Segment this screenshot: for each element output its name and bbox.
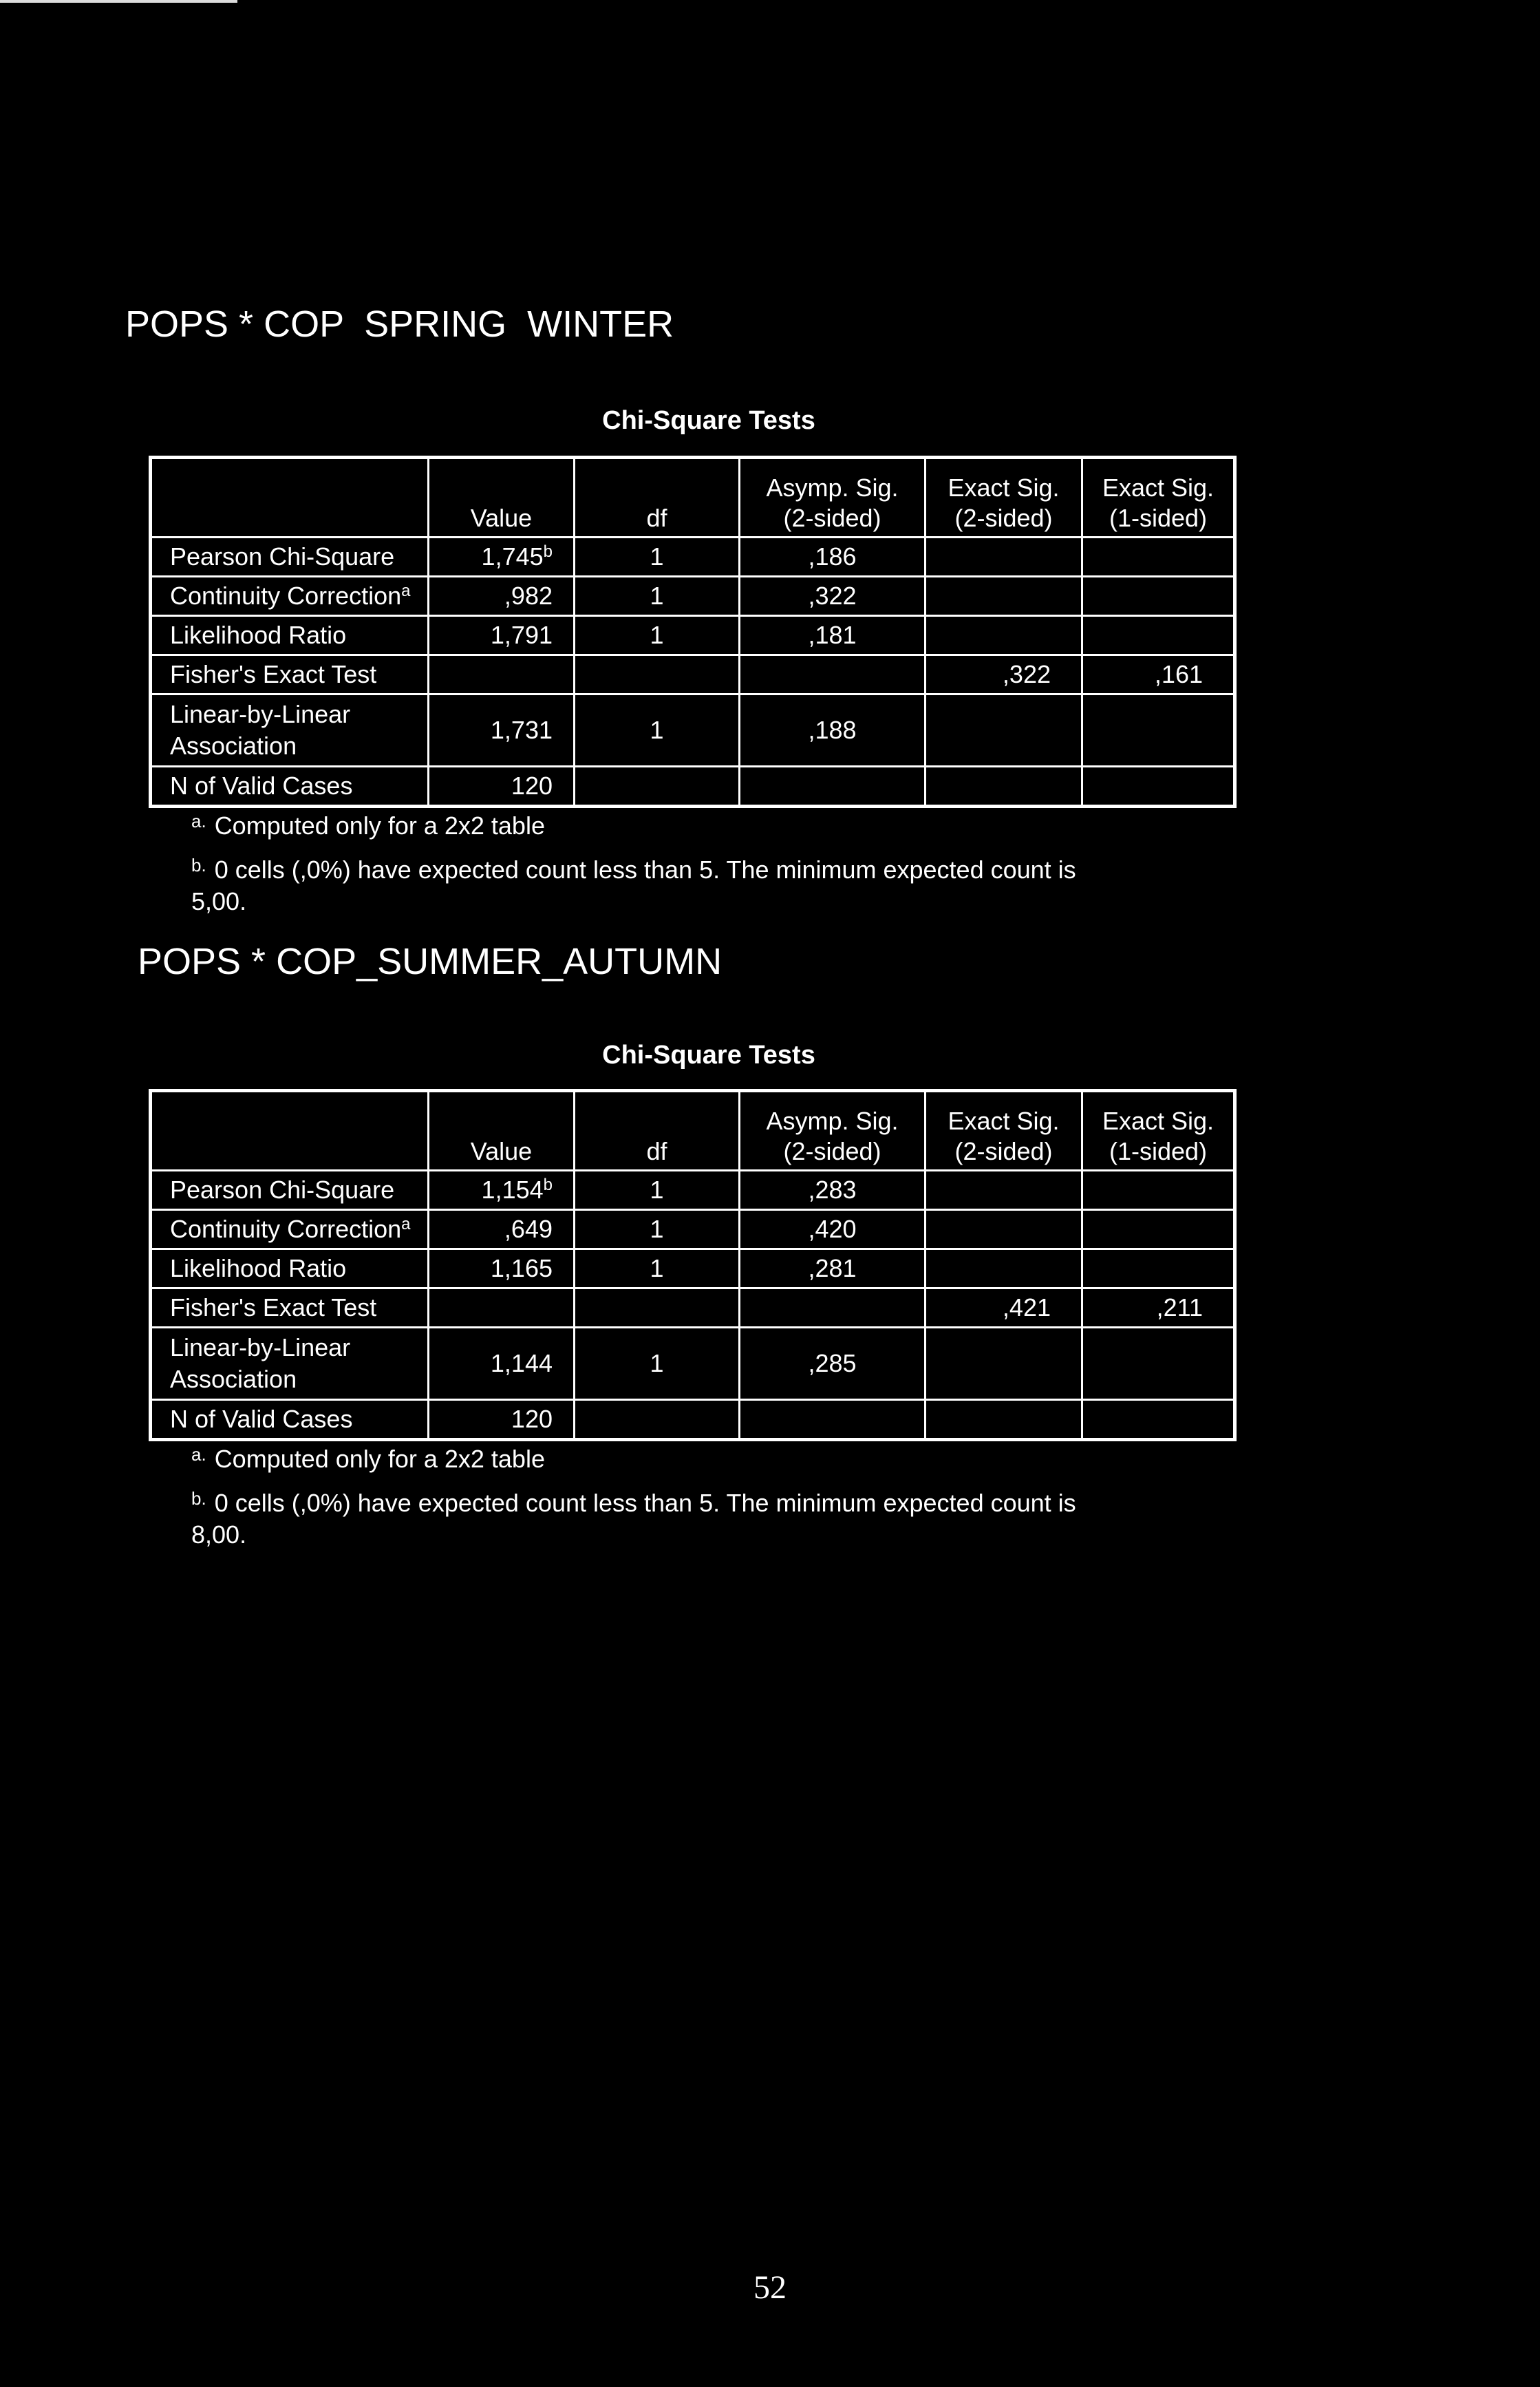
- cell-value: 1,165: [429, 1249, 575, 1288]
- page-number: 52: [753, 2269, 787, 2306]
- cell-df: 1: [575, 1171, 740, 1210]
- table-row: [151, 1288, 1235, 1328]
- cell-df: 1: [575, 1210, 740, 1249]
- cell-value: 120: [429, 1400, 575, 1440]
- cell-asymp: ,285: [740, 1328, 926, 1400]
- cell-exact1: [1082, 1249, 1235, 1288]
- cell-asymp: ,188: [740, 694, 926, 767]
- col-header-asymp-sig: Asymp. Sig. (2-sided): [740, 458, 926, 538]
- cell-asymp: [740, 1400, 926, 1440]
- footnote-a-1: $^{a.}$ Computed only for a 2x2 table: [191, 811, 545, 840]
- cell-value: 1,154$^b$: [429, 1171, 575, 1210]
- footnote-b-2: $^{b.}$ 0 cells (,0%) have expected count less than 5. The minimum expected count is 8,00.: [191, 1488, 1076, 1549]
- cell-value: [429, 1288, 575, 1328]
- cell-exact2: [926, 1328, 1082, 1400]
- footnote-marker: b: [543, 1176, 553, 1194]
- chi-square-table-1: [149, 456, 1237, 808]
- cell-asymp: ,281: [740, 1249, 926, 1288]
- cell-exact1: ,161: [1082, 655, 1235, 694]
- table-row: [151, 1400, 1235, 1440]
- row-label: Pearson Chi-Square: [151, 1171, 429, 1210]
- cell-exact1: [1082, 1328, 1235, 1400]
- cell-asymp: ,283: [740, 1171, 926, 1210]
- table-row: [151, 577, 1235, 616]
- footnote-b-1: $^{b.}$ 0 cells (,0%) have expected count less than 5. The minimum expected count is 5,00.: [191, 855, 1076, 915]
- table-row: [151, 694, 1235, 767]
- table-row: [151, 1210, 1235, 1249]
- cell-exact1: [1082, 1210, 1235, 1249]
- cell-exact2: [926, 1210, 1082, 1249]
- section-heading-1: POPS * COP SPRING WINTER: [125, 304, 674, 345]
- cell-value: 1,745$^b$: [429, 538, 575, 577]
- cell-exact2: [926, 694, 1082, 767]
- cell-asymp: ,420: [740, 1210, 926, 1249]
- cell-asymp: ,186: [740, 538, 926, 577]
- row-label: Linear-by-Linear Association: [151, 694, 429, 767]
- cell-exact1: [1082, 616, 1235, 655]
- footnote-marker: b.: [191, 855, 206, 876]
- col-header-df: df: [575, 1091, 740, 1171]
- top-rule: [0, 0, 237, 3]
- row-label: Continuity Correction$^a$: [151, 1210, 429, 1249]
- row-label: N of Valid Cases: [151, 1400, 429, 1440]
- footnote-marker: a: [401, 1215, 411, 1233]
- cell-asymp: ,181: [740, 616, 926, 655]
- cell-df: 1: [575, 1249, 740, 1288]
- cell-exact1: [1082, 577, 1235, 616]
- cell-exact2: [926, 1249, 1082, 1288]
- col-header-exact-sig-2: Exact Sig. (2-sided): [926, 1091, 1082, 1171]
- table-row: [151, 616, 1235, 655]
- cell-value: 1,791: [429, 616, 575, 655]
- cell-exact1: [1082, 767, 1235, 807]
- col-header-df: df: [575, 458, 740, 538]
- col-header-exact-sig-1: Exact Sig. (1-sided): [1082, 1091, 1235, 1171]
- footnote-marker: a.: [191, 1444, 206, 1465]
- cell-exact2: [926, 616, 1082, 655]
- cell-df: [575, 1288, 740, 1328]
- cell-df: 1: [575, 577, 740, 616]
- footnote-a-2: $^{a.}$ Computed only for a 2x2 table: [191, 1444, 545, 1473]
- cell-exact1: [1082, 1171, 1235, 1210]
- cell-df: 1: [575, 694, 740, 767]
- cell-value: ,649: [429, 1210, 575, 1249]
- col-header-asymp-sig: Asymp. Sig. (2-sided): [740, 1091, 926, 1171]
- cell-asymp: [740, 655, 926, 694]
- table-title-2: Chi-Square Tests: [602, 1041, 815, 1070]
- cell-df: [575, 767, 740, 807]
- footnote-marker: b.: [191, 1488, 206, 1509]
- row-label: Likelihood Ratio: [151, 616, 429, 655]
- header-row: [151, 1091, 1235, 1171]
- footnote-marker: a: [401, 582, 411, 600]
- row-label: Linear-by-Linear Association: [151, 1328, 429, 1400]
- table-row: [151, 767, 1235, 807]
- cell-value: 120: [429, 767, 575, 807]
- cell-asymp: ,322: [740, 577, 926, 616]
- section-heading-2: POPS * COP_SUMMER_AUTUMN: [138, 941, 723, 982]
- cell-df: [575, 1400, 740, 1440]
- cell-value: 1,731: [429, 694, 575, 767]
- cell-df: 1: [575, 1328, 740, 1400]
- cell-value: ,982: [429, 577, 575, 616]
- row-label: Continuity Correction$^a$: [151, 577, 429, 616]
- cell-exact2: ,421: [926, 1288, 1082, 1328]
- cell-exact1: [1082, 694, 1235, 767]
- row-label: Fisher's Exact Test: [151, 655, 429, 694]
- cell-exact2: [926, 1171, 1082, 1210]
- cell-value: 1,144: [429, 1328, 575, 1400]
- cell-df: 1: [575, 538, 740, 577]
- table-row: [151, 1328, 1235, 1400]
- header-row: [151, 458, 1235, 538]
- header-corner: [151, 1091, 429, 1171]
- cell-exact2: ,322: [926, 655, 1082, 694]
- table-row: [151, 655, 1235, 694]
- cell-exact2: [926, 1400, 1082, 1440]
- col-header-value: Value: [429, 1091, 575, 1171]
- cell-exact2: [926, 767, 1082, 807]
- cell-exact1: [1082, 538, 1235, 577]
- cell-value: [429, 655, 575, 694]
- row-label: Likelihood Ratio: [151, 1249, 429, 1288]
- cell-exact2: [926, 538, 1082, 577]
- cell-df: [575, 655, 740, 694]
- footnote-marker: a.: [191, 811, 206, 831]
- cell-asymp: [740, 767, 926, 807]
- col-header-value: Value: [429, 458, 575, 538]
- row-label: Pearson Chi-Square: [151, 538, 429, 577]
- row-label: N of Valid Cases: [151, 767, 429, 807]
- table-row: [151, 1171, 1235, 1210]
- col-header-exact-sig-2: Exact Sig. (2-sided): [926, 458, 1082, 538]
- cell-exact2: [926, 577, 1082, 616]
- table-title-1: Chi-Square Tests: [602, 406, 815, 435]
- col-header-exact-sig-1: Exact Sig. (1-sided): [1082, 458, 1235, 538]
- cell-df: 1: [575, 616, 740, 655]
- table-row: [151, 1249, 1235, 1288]
- table-row: [151, 538, 1235, 577]
- chi-square-table-2: [149, 1089, 1237, 1441]
- cell-exact1: ,211: [1082, 1288, 1235, 1328]
- row-label: Fisher's Exact Test: [151, 1288, 429, 1328]
- cell-exact1: [1082, 1400, 1235, 1440]
- footnote-marker: b: [543, 542, 553, 561]
- header-corner: [151, 458, 429, 538]
- cell-asymp: [740, 1288, 926, 1328]
